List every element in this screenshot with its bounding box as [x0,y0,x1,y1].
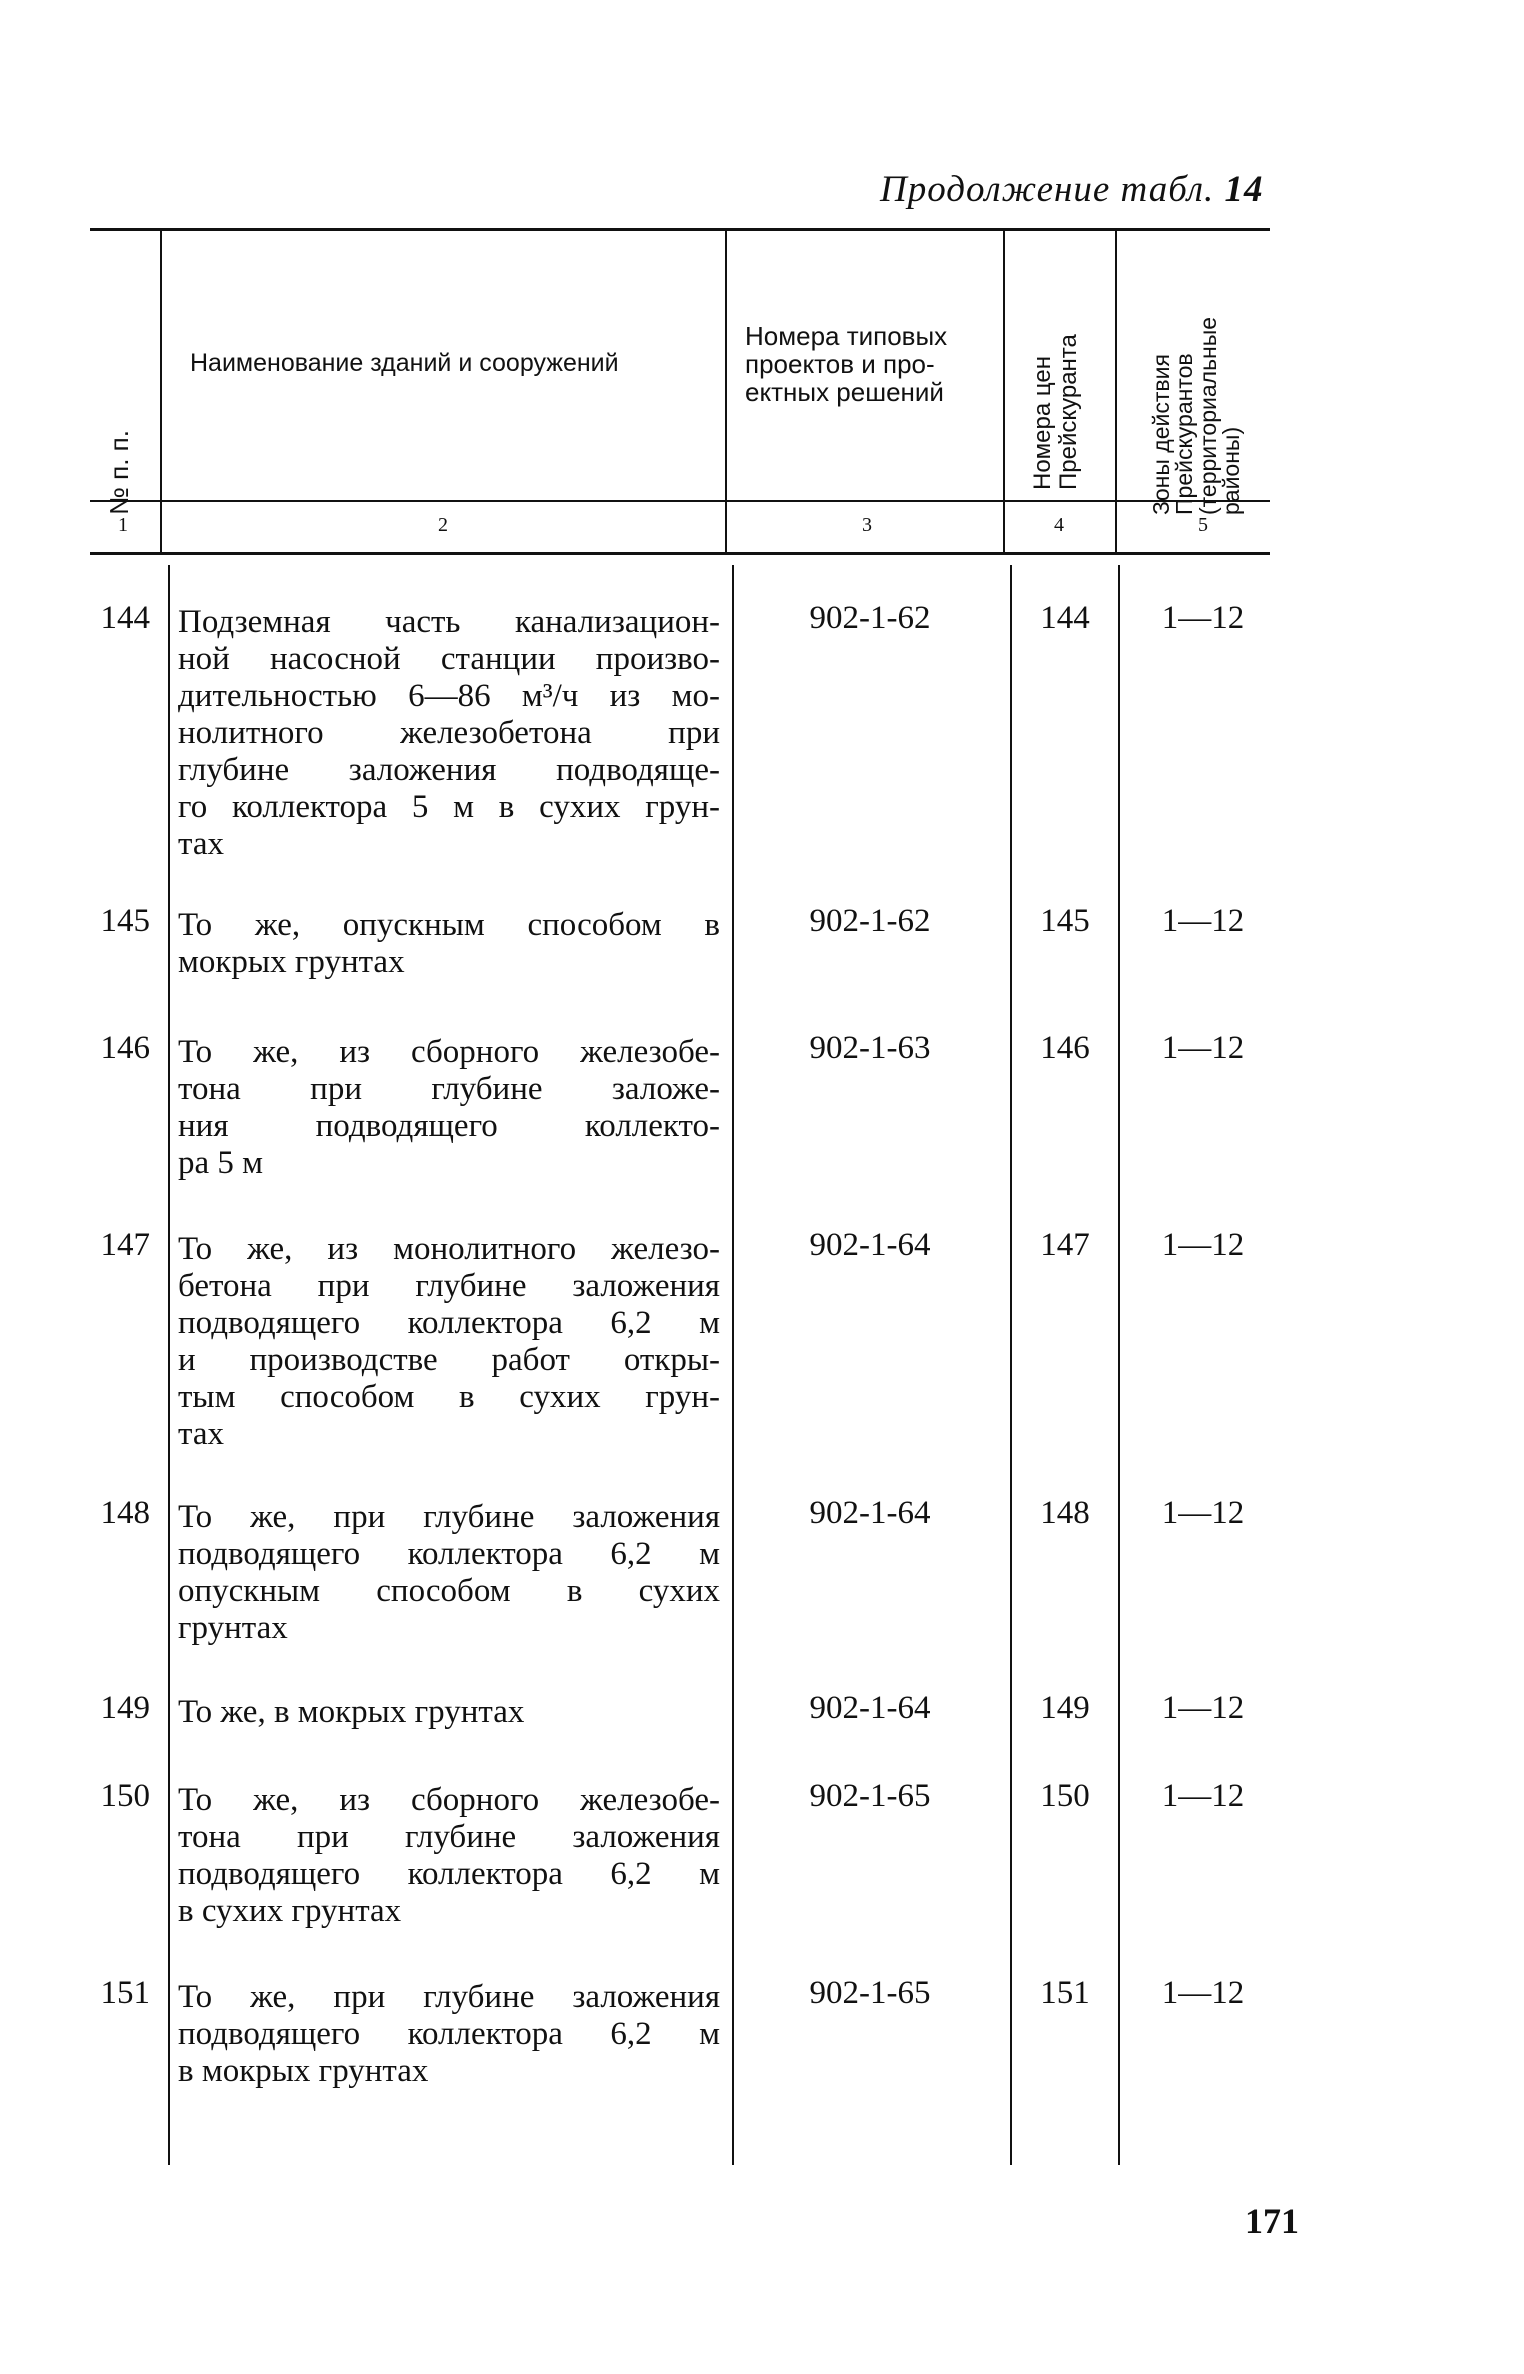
header-col-zones: Зоны действия Прейскурантов (территориальные районы) [1148,316,1245,515]
row-name [178,907,720,981]
col-divider-1 [160,228,162,553]
row-price: 148 [1040,1495,1090,1531]
row-name-line: подводящего коллектора 6,2 м [178,1305,720,1341]
col-divider-3 [1003,228,1005,553]
column-number-1: 1 [118,514,128,536]
row-zones: 1—12 [1161,1690,1245,1726]
row-name [178,1231,720,1453]
row-zones: 1—12 [1161,600,1245,636]
row-name-line: в сухих грунтах [178,1893,402,1929]
row-zones: 1—12 [1161,1495,1245,1531]
row-price: 146 [1040,1030,1090,1066]
row-number: 150 [100,1778,150,1814]
header-col-name: Наименование зданий и сооружений [190,349,619,377]
row-name-line: подводящего коллектора 6,2 м [178,1536,720,1572]
row-name-line: подводящего коллектора 6,2 м [178,1856,720,1892]
row-price: 145 [1040,903,1090,939]
row-project: 902-1-64 [809,1495,931,1531]
row-name-line: тах [178,826,224,862]
row-name-line: в мокрых грунтах [178,2053,429,2089]
row-name-line: подводящего коллектора 6,2 м [178,2016,720,2052]
row-name [178,604,720,863]
row-number: 149 [100,1690,150,1726]
row-price: 150 [1040,1778,1090,1814]
row-name [178,1782,720,1930]
row-number: 145 [100,903,150,939]
row-name [178,1694,720,1731]
row-project: 902-1-64 [809,1690,931,1726]
column-number-4: 4 [1054,514,1064,536]
body-divider-3 [1010,565,1012,2165]
row-zones: 1—12 [1161,1030,1245,1066]
row-number: 144 [100,600,150,636]
table-top-rule [90,228,1270,231]
column-number-5: 5 [1198,514,1208,536]
row-name-line: То же, при глубине заложения [178,1979,720,2015]
row-project: 902-1-65 [809,1975,931,2011]
row-name [178,1979,720,2090]
row-name-line: Подземная часть канализацион- [178,604,720,640]
row-name-line: дительностью 6—86 м³/ч из мо- [178,678,720,714]
row-number: 147 [100,1227,150,1263]
caption-text: Продолжение табл. [880,169,1215,210]
row-project: 902-1-65 [809,1778,931,1814]
col-divider-2 [725,228,727,553]
row-project: 902-1-62 [809,600,931,636]
row-price: 149 [1040,1690,1090,1726]
row-name [178,1034,720,1182]
row-name-line: нолитного железобетона при [178,715,720,751]
header-col-number: № п. п. [104,430,134,515]
col-divider-4 [1115,228,1117,553]
column-number-3: 3 [862,514,872,536]
row-name-line: глубине заложения подводяще- [178,752,720,788]
row-name-line: и производстве работ откры- [178,1342,720,1378]
row-name-line: тона при глубине заложе- [178,1071,720,1107]
row-name-line: То же, опускным способом в [178,907,720,943]
row-name-line: То же, при глубине заложения [178,1499,720,1535]
row-zones: 1—12 [1161,903,1245,939]
header-col-projects: Номера типовых проектов и про- ектных решений [745,321,948,408]
row-zones: 1—12 [1161,1778,1245,1814]
row-zones: 1—12 [1161,1227,1245,1263]
row-price: 147 [1040,1227,1090,1263]
row-number: 148 [100,1495,150,1531]
row-name-line: То же, в мокрых грунтах [178,1694,525,1730]
row-name-line: го коллектора 5 м в сухих грун- [178,789,720,825]
row-name-line: тах [178,1416,224,1452]
row-name-line: То же, из сборного железобе- [178,1782,720,1818]
row-project: 902-1-63 [809,1030,931,1066]
header-bottom-rule [90,500,1270,502]
row-project: 902-1-64 [809,1227,931,1263]
row-name-line: То же, из сборного железобе- [178,1034,720,1070]
row-name-line: тона при глубине заложения [178,1819,720,1855]
row-name-line: ра 5 м [178,1145,264,1181]
row-name-line: опускным способом в сухих [178,1573,720,1609]
row-number: 146 [100,1030,150,1066]
row-name-line: ной насосной станции произво- [178,641,720,677]
body-divider-1 [168,565,170,2165]
body-divider-2 [732,565,734,2165]
column-number-2: 2 [438,514,448,536]
row-name-line: грунтах [178,1610,288,1646]
caption-number: 14 [1224,169,1264,210]
table-caption [880,168,1264,211]
header-col-price-numbers: Номера цен Прейскуранта [1029,334,1082,490]
row-name-line: То же, из монолитного железо- [178,1231,720,1267]
row-name-line: мокрых грунтах [178,944,405,980]
row-name [178,1499,720,1647]
row-number: 151 [100,1975,150,2011]
row-name-line: ния подводящего коллекто- [178,1108,720,1144]
row-price: 151 [1040,1975,1090,2011]
colnum-bottom-rule [90,552,1270,555]
page-number: 171 [1245,2201,1299,2241]
row-zones: 1—12 [1161,1975,1245,2011]
row-name-line: тым способом в сухих грун- [178,1379,720,1415]
row-price: 144 [1040,600,1090,636]
body-divider-4 [1118,565,1120,2165]
row-name-line: бетона при глубине заложения [178,1268,720,1304]
row-project: 902-1-62 [809,903,931,939]
